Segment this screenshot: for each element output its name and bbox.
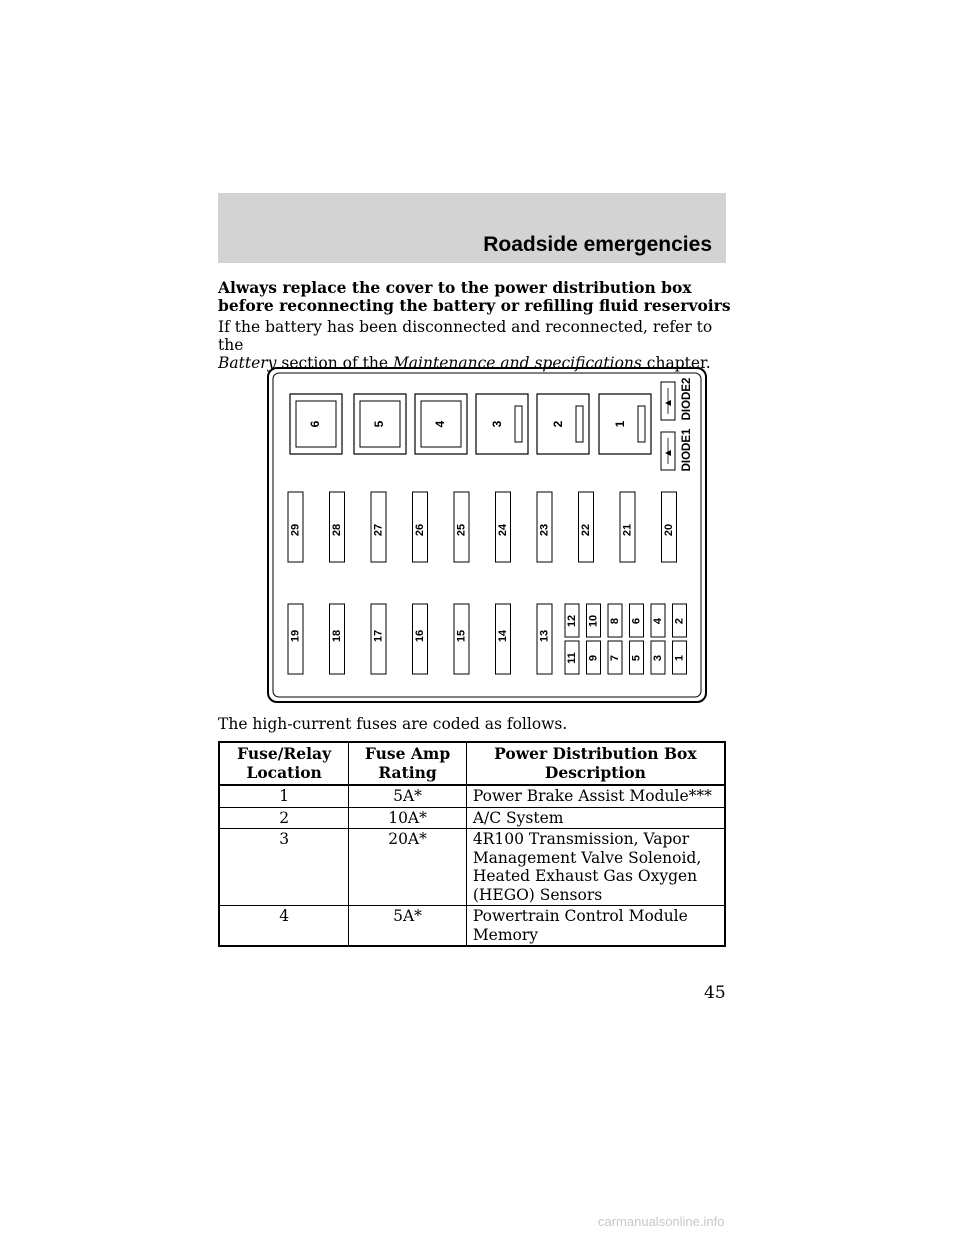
relay-3-slot	[515, 406, 522, 442]
table-intro: The high-current fuses are coded as follows.	[218, 715, 568, 733]
mini-fuse-1-label: 1	[673, 654, 686, 662]
header-description	[466, 742, 725, 785]
battery-note-text-1: If the battery has been disconnected and reconnected, refer to the	[218, 318, 713, 354]
cell-location: 4	[219, 906, 349, 947]
mini-fuse-9-label: 9	[587, 654, 600, 662]
cell-location: 3	[219, 829, 349, 906]
header-description-line2: Description	[544, 762, 646, 782]
fuse-23-label: 23	[538, 523, 551, 537]
diode2-label: DIODE2	[681, 377, 694, 421]
fuse-19-label: 19	[289, 629, 302, 643]
header-location-line1: Fuse/Relay	[237, 744, 332, 763]
relay-1-slot	[638, 406, 645, 442]
cell-rating: 5A*	[349, 785, 467, 807]
header-rating-line1: Fuse Amp	[364, 744, 451, 763]
mini-fuse-5-label: 5	[630, 654, 643, 662]
relay-group	[290, 394, 651, 454]
fuse-24-label: 24	[496, 523, 509, 537]
cell-location: 2	[219, 807, 349, 829]
table-row	[219, 807, 725, 829]
battery-note	[218, 318, 738, 372]
mini-fuse-2-label: 2	[673, 617, 686, 625]
mini-fuse-11-label: 11	[565, 652, 578, 664]
table-row	[219, 785, 725, 807]
fuse-21-label: 21	[621, 523, 634, 537]
battery-ref: Battery	[218, 354, 277, 372]
table-row	[219, 829, 725, 906]
fuse-13-label: 13	[538, 629, 551, 643]
fuse-22-label: 22	[579, 523, 592, 537]
warning-text: Always replace the cover to the power distribution box before reconnecting the battery or refilling fluid reservoirs	[218, 278, 731, 315]
fuse-28-label: 28	[330, 523, 343, 537]
relay-2-label: 2	[551, 420, 566, 428]
cell-description: 4R100 Transmission, Vapor Management Valve Solenoid, Heated Exhaust Gas Oxygen (HEGO) Sensors	[466, 829, 725, 906]
diode1-label: DIODE1	[681, 428, 694, 472]
fuse-18-label: 18	[330, 629, 343, 643]
fuse-26-label: 26	[413, 523, 426, 537]
relay-5-label: 5	[372, 420, 387, 428]
table-header-row	[219, 742, 725, 785]
fuse-14-label: 14	[496, 629, 509, 643]
fuse-17-label: 17	[372, 629, 385, 643]
fuse-table	[218, 741, 726, 947]
mini-fuse-7-label: 7	[608, 654, 621, 662]
battery-note-text-2: section of the	[281, 354, 388, 372]
cell-description: A/C System	[466, 807, 725, 829]
relay-6-label: 6	[308, 420, 323, 428]
mini-fuse-8-label: 8	[608, 617, 621, 625]
relay-2-slot	[576, 406, 583, 442]
header-rating	[349, 742, 467, 785]
mini-fuse-3-label: 3	[651, 654, 664, 662]
fuse-27-label: 27	[372, 523, 385, 537]
fuse-25-label: 25	[455, 523, 468, 537]
section-header	[218, 193, 726, 263]
watermark: carmanualsonline.info	[598, 1214, 725, 1229]
fuse-16-label: 16	[413, 629, 426, 643]
diode-group	[661, 378, 693, 472]
mini-fuse-12-label: 12	[565, 614, 578, 628]
fuse-15-label: 15	[455, 629, 468, 643]
chapter-ref: Maintenance and specifications	[392, 354, 642, 372]
header-location-line2: Location	[246, 762, 322, 782]
mini-fuse-4-label: 4	[651, 617, 664, 625]
mini-fuse-6-label: 6	[630, 617, 643, 625]
page-number: 45	[704, 983, 726, 1003]
relay-4-label: 4	[433, 420, 448, 428]
fuse-box-diagram	[260, 366, 710, 706]
cell-rating: 20A*	[349, 829, 467, 906]
battery-note-text-3: chapter.	[646, 354, 711, 372]
table-row	[219, 906, 725, 947]
section-title: Roadside emergencies	[483, 233, 712, 256]
lower-fuse-group	[288, 604, 552, 674]
fuse-29-label: 29	[289, 523, 302, 537]
upper-fuse-group	[288, 492, 677, 562]
cell-rating: 5A*	[349, 906, 467, 947]
header-rating-line2: Rating	[378, 762, 437, 782]
cell-rating: 10A*	[349, 807, 467, 829]
cell-location: 1	[219, 785, 349, 807]
mini-fuse-group	[565, 604, 687, 674]
relay-3-label: 3	[490, 420, 505, 428]
mini-fuse-10-label: 10	[587, 614, 600, 628]
cell-description: Power Brake Assist Module***	[466, 785, 725, 807]
fuse-20-label: 20	[662, 523, 675, 537]
relay-1-label: 1	[613, 420, 628, 428]
cell-description: Powertrain Control Module Memory	[466, 906, 725, 947]
header-description-line1: Power Distribution Box	[494, 744, 697, 763]
header-location	[219, 742, 349, 785]
